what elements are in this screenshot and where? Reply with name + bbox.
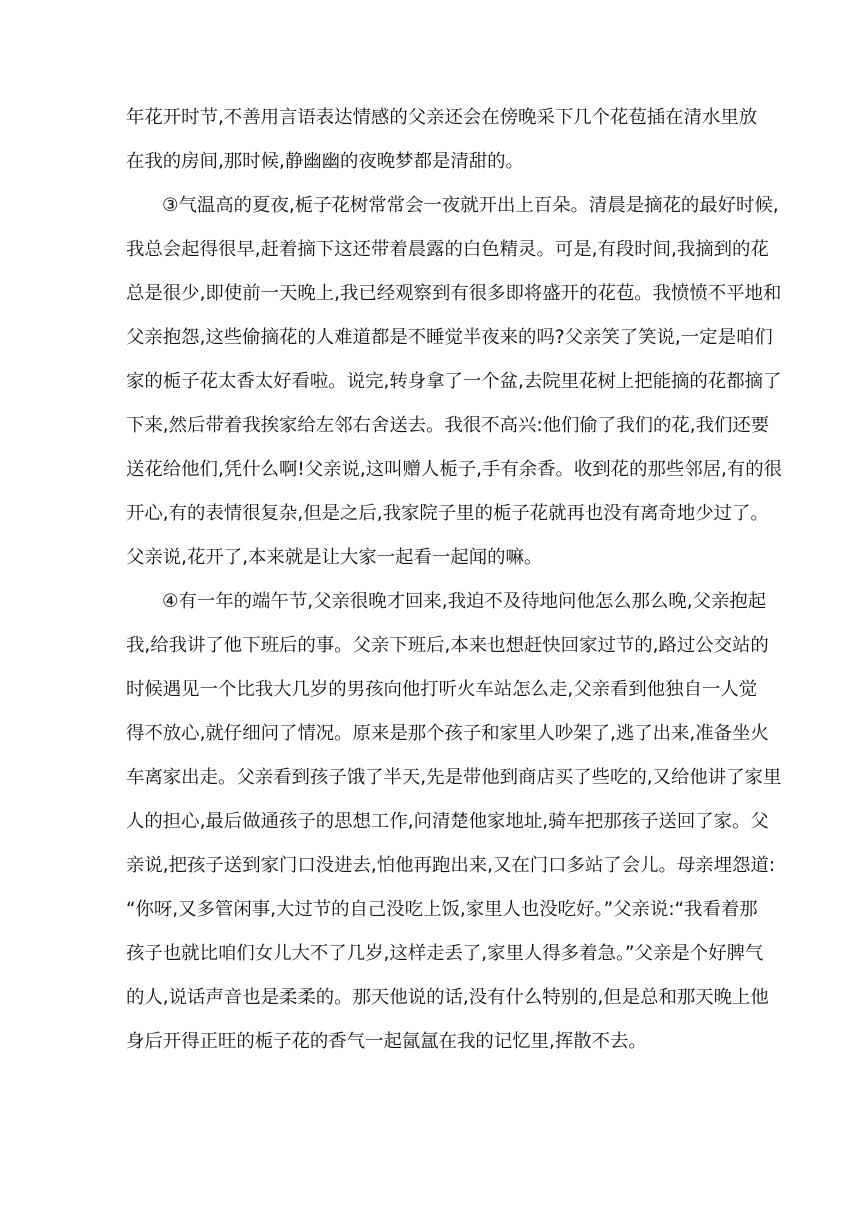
- text-line: 车离家出走。父亲看到孩子饿了半天,先是带他到商店买了些吃的,又给他讲了家里: [126, 767, 782, 788]
- text-line: 身后开得正旺的栀子花的香气一起氤氲在我的记忆里,挥散不去。: [126, 1031, 647, 1052]
- text-line: 亲说,把孩子送到家门口没进去,怕他再跑出来,又在门口多站了会儿。母亲埋怨道:: [126, 855, 776, 876]
- text-line: 我,给我讲了他下班后的事。父亲下班后,本来也想赶快回家过节的,路过公交站的: [126, 635, 769, 656]
- text-line: 在我的房间,那时候,静幽幽的夜晚梦都是清甜的。: [126, 151, 524, 172]
- paragraph-4-start: ④有一年的端午节,父亲很晚才回来,我迫不及待地问他怎么那么晚,父亲抱起: [162, 591, 767, 612]
- text-line: 开心,有的表情很复杂,但是之后,我家院子里的栀子花就再也没有离奇地少过了。: [126, 503, 769, 524]
- text-line: 我总会起得很早,赶着摘下这还带着晨露的白色精灵。可是,有段时间,我摘到的花: [126, 239, 769, 260]
- text-line: “你呀,又多管闲事,大过节的自己没吃上饭,家里人也没吃好。”父亲说:“我看着那: [126, 899, 758, 920]
- text-line: 的人,说话声音也是柔柔的。那天他说的话,没有什么特别的,但是总和那天晚上他: [126, 987, 769, 1008]
- paragraph-3-start: ③气温高的夏夜,栀子花树常常会一夜就开出上百朵。清晨是摘花的最好时候,: [162, 195, 779, 216]
- text-line: 家的栀子花太香太好看啦。说完,转身拿了一个盆,去院里花树上把能摘的花都摘了: [126, 371, 782, 392]
- text-line: 孩子也就比咱们女儿大不了几岁,这样走丢了,家里人得多着急。”父亲是个好脾气: [126, 943, 764, 964]
- text-line: 父亲抱怨,这些偷摘花的人难道都是不睡觉半夜来的吗?父亲笑了笑说,一定是咱们: [126, 327, 773, 348]
- text-line: 年花开时节,不善用言语表达情感的父亲还会在傍晚采下几个花苞插在清水里放: [126, 107, 758, 128]
- text-line: 父亲说,花开了,本来就是让大家一起看一起闻的嘛。: [126, 547, 543, 568]
- text-line: 得不放心,就仔细问了情况。原来是那个孩子和家里人吵架了,逃了出来,准备坐火: [126, 723, 769, 744]
- text-line: 送花给他们,凭什么啊!父亲说,这叫赠人栀子,手有余香。收到花的那些邻居,有的很: [126, 459, 783, 480]
- text-line: 下来,然后带着我挨家给左邻右舍送去。我很不高兴:他们偷了我们的花,我们还要: [126, 415, 770, 436]
- text-line: 人的担心,最后做通孩子的思想工作,问清楚他家地址,骑车把那孩子送回了家。父: [126, 811, 769, 832]
- text-line: 总是很少,即使前一天晚上,我已经观察到有很多即将盛开的花苞。我愤愤不平地和: [126, 283, 782, 304]
- text-line: 时候遇见一个比我大几岁的男孩向他打听火车站怎么走,父亲看到他独自一人觉: [126, 679, 758, 700]
